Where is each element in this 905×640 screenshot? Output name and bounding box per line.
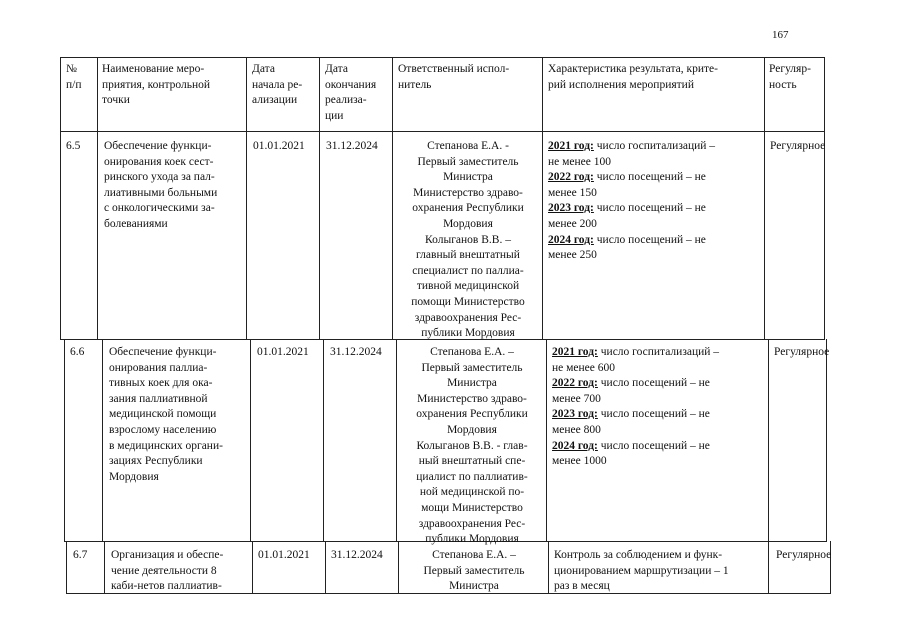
row-responsible: Степанова Е.А. - Первый заместитель Министра Министерство здраво- охранения Республики Мордовия Колыганов В.В. – главный внештатный специалист по паллиа- тивной медицинской помощи Министерство здравоохранения Рес- публики Мордовия bbox=[411, 140, 525, 340]
year-label: 2023 год: bbox=[552, 408, 598, 421]
result-text: число посещений – не менее 150 bbox=[548, 171, 706, 199]
page-number: 167 bbox=[772, 29, 789, 41]
row-start-date: 01.01.2021 bbox=[257, 346, 309, 358]
row-name: Обеспечение функци- онирования паллиа- тивных коек для ока- зания паллиативной медицинской помощи взрослому населению в медицинских органи- зациях Республики Мордовия bbox=[109, 346, 223, 483]
row-num: 6.5 bbox=[66, 140, 81, 152]
year-label: 2022 год: bbox=[552, 377, 598, 390]
row-result: Контроль за соблюдением и функ- ционированием маршрутизации – 1 раз в месяц bbox=[554, 549, 729, 593]
row-regularity: Регулярное bbox=[774, 346, 830, 358]
result-text: число госпитализаций – не менее 600 bbox=[552, 346, 720, 374]
result-text: число посещений – не менее 250 bbox=[548, 233, 706, 262]
header-name: Наименование меро- приятия, контрольной точки bbox=[102, 63, 211, 107]
header-responsible: Ответственный испол- нитель bbox=[398, 63, 510, 91]
row-name: Организация и обеспе- чение деятельности 8 каби-нетов паллиатив- bbox=[111, 549, 224, 593]
row-name: Обеспечение функци- онирования коек сест- ринского ухода за пал- лиативными больными с онкологическими за- болеваниями bbox=[104, 140, 218, 230]
header-num: № п/п bbox=[66, 63, 82, 91]
row-start-date: 01.01.2021 bbox=[258, 549, 310, 561]
result-text: число посещений – не менее 200 bbox=[548, 202, 706, 230]
row-regularity: Регулярное bbox=[770, 140, 826, 152]
row-result bbox=[548, 139, 762, 264]
row-num: 6.6 bbox=[70, 346, 85, 358]
year-label: 2024 год: bbox=[552, 439, 598, 452]
row-end-date: 31.12.2024 bbox=[331, 549, 383, 561]
row-num: 6.7 bbox=[73, 549, 88, 561]
row-end-date: 31.12.2024 bbox=[330, 346, 382, 358]
year-label: 2021 год: bbox=[548, 140, 594, 152]
header-start: Дата начала ре- ализации bbox=[252, 63, 303, 107]
row-responsible: Степанова Е.А. – Первый заместитель Министра Министерство здраво- охранения Республики Мордовия Колыганов В.В. - глав- ный внештатный спе- циалист по паллиатив- ной медицинской по- мощи Министерство здравоохранения Рес- публики Мордовия bbox=[416, 346, 528, 546]
header-end: Дата окончания реализа- ции bbox=[325, 63, 377, 122]
row-result bbox=[552, 345, 766, 470]
header-regularity: Регуляр- ность bbox=[769, 63, 811, 91]
result-text: число посещений – не менее 700 bbox=[552, 377, 710, 405]
row-end-date: 31.12.2024 bbox=[326, 140, 378, 152]
year-label: 2024 год: bbox=[548, 233, 594, 246]
result-text: число посещений – не менее 800 bbox=[552, 408, 710, 436]
year-label: 2023 год: bbox=[548, 202, 594, 215]
header-result: Характеристика результата, крите- рий исполнения мероприятий bbox=[548, 63, 718, 91]
row-regularity: Регулярное bbox=[776, 549, 832, 561]
result-text: число госпитализаций – не менее 100 bbox=[548, 140, 716, 168]
year-label: 2022 год: bbox=[548, 171, 594, 184]
year-label: 2021 год: bbox=[552, 346, 598, 358]
row-responsible: Степанова Е.А. – Первый заместитель Министра bbox=[423, 549, 525, 593]
row-start-date: 01.01.2021 bbox=[253, 140, 305, 152]
result-text: число посещений – не менее 1000 bbox=[552, 439, 710, 468]
